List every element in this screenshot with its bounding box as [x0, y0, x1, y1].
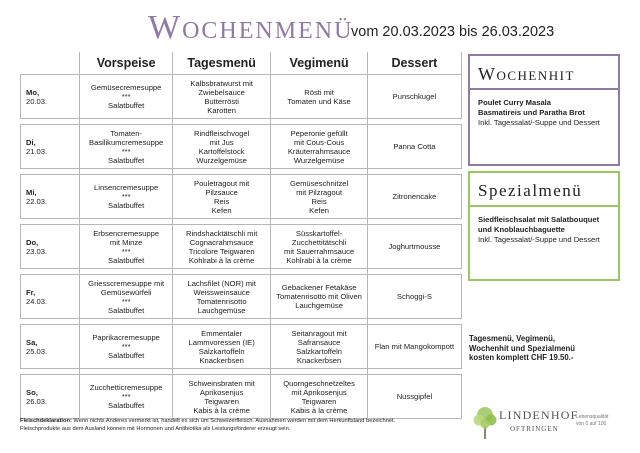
- vorspeise-dish: Paprikacremesuppe *** Salatbuffet: [92, 333, 160, 360]
- logo-slogan-line1: Lebensqualität: [576, 414, 609, 420]
- vegimenu-cell: [270, 124, 367, 169]
- tagesmenu-dish: Pouletragout mit Pilzsauce Reis Kefen: [194, 178, 250, 215]
- dessert-dish: Schoggi-S: [396, 292, 432, 301]
- vegimenu-dish: Süsskartoffel- Zucchettitätschli mit Sauerrahmsauce Kohlrabi à la crème: [284, 228, 355, 265]
- column-header-tagesmenu: Tagesmenü: [172, 52, 270, 74]
- logo-name: LINDENHOF: [499, 408, 579, 422]
- vegimenu-cell: [270, 374, 367, 419]
- wochenhit-dish-line1: Poulet Curry Masala: [478, 98, 552, 107]
- wochenhit-box: [468, 54, 620, 166]
- logo-place: OFTRINGEN: [510, 425, 559, 433]
- vorspeise-cell: [79, 224, 172, 269]
- vorspeise-cell: [79, 124, 172, 169]
- dessert-dish: Joghurtmousse: [388, 242, 441, 251]
- tagesmenu-dish: Rindfleischvogel mit Jus Kartoffelstock Wurzelgemüse: [194, 128, 250, 165]
- wochenhit-note: Inkl. Tagessalat/-Suppe und Dessert: [478, 118, 600, 127]
- menu-table: [20, 52, 462, 419]
- vegimenu-dish: Rösti mit Tomaten und Käse: [287, 87, 351, 106]
- day-cell: [20, 274, 79, 319]
- vorspeise-cell: [79, 174, 172, 219]
- day-name: Do,: [26, 237, 39, 247]
- vorspeise-dish: Gemüsecremesuppe *** Salatbuffet: [90, 83, 162, 110]
- day-date: 22.03.: [26, 196, 48, 206]
- day-row: [20, 124, 462, 169]
- wochenhit-title: Wochenhit: [478, 64, 575, 84]
- vorspeise-cell: [79, 324, 172, 369]
- vegimenu-cell: [270, 324, 367, 369]
- meat-declaration-text2: Fleischprodukte aus dem Ausland können mit Hormonen und Antibiotika als Leistungsförderer erzeugt sein.: [20, 425, 291, 432]
- dessert-dish: Zitronencake: [392, 192, 437, 201]
- day-cell: [20, 374, 79, 419]
- vorspeise-cell: [79, 374, 172, 419]
- vorspeise-dish: Zucchetticremesuppe *** Salatbuffet: [89, 383, 163, 410]
- spezialmenu-dish-line2: und Knoblauchbaguette: [478, 225, 565, 234]
- spezialmenu-box: [468, 171, 620, 281]
- day-date: 23.03.: [26, 246, 48, 256]
- tagesmenu-cell: [172, 274, 270, 319]
- day-name: Di,: [26, 137, 36, 147]
- tagesmenu-cell: [172, 224, 270, 269]
- price-note: [469, 334, 619, 363]
- spezialmenu-title: Spezialmenü: [478, 181, 583, 200]
- tagesmenu-cell: [172, 174, 270, 219]
- lindenhof-logo: [472, 404, 622, 442]
- column-header-vorspeise: Vorspeise: [79, 52, 172, 74]
- day-row: [20, 324, 462, 369]
- table-header-row: [20, 52, 462, 74]
- tagesmenu-dish: Lachsfilet (NOR) mit Weissweinsauce Tomatenrisotto Lauchgemüse: [187, 278, 256, 315]
- logo-slogan: [576, 414, 609, 427]
- day-name: Mo,: [26, 87, 40, 97]
- dessert-cell: [367, 224, 462, 269]
- dessert-cell: [367, 174, 462, 219]
- tagesmenu-dish: Emmentaler Lammvoressen (IE) Salzkartoffeln Knackerbsen: [188, 328, 255, 365]
- vorspeise-dish: Tomaten- Basilikumcremesuppe *** Salatbuffet: [89, 128, 164, 165]
- logo-slogan-line2: von 0 auf 100: [576, 420, 607, 427]
- vorspeise-dish: Linsencremesuppe *** Salatbuffet: [94, 183, 159, 210]
- day-name: So,: [26, 387, 38, 397]
- dessert-dish: Punschkugel: [392, 92, 437, 101]
- column-header-dessert: Dessert: [367, 52, 462, 74]
- tagesmenu-cell: [172, 74, 270, 119]
- vorspeise-dish: Erbsencremesuppe mit Minze *** Salatbuffet: [93, 228, 160, 265]
- day-date: 26.03.: [26, 396, 48, 406]
- vegimenu-dish: Gemüseschnitzel mit Pilzragout Reis Kefen: [289, 178, 349, 215]
- meat-declaration-label: Fleischdeklaration:: [20, 418, 72, 424]
- vegimenu-dish: Seitanragout mit Safransauce Salzkartoffeln Knackerbsen: [291, 328, 347, 365]
- dessert-cell: [367, 374, 462, 419]
- tagesmenu-dish: Schweinsbraten mit Aprikosenjus Teigwaren Kabis à la crème: [188, 378, 255, 415]
- page-title: Wochenmenü: [148, 9, 354, 46]
- day-row: [20, 224, 462, 269]
- wochenhit-dish-line2: Basmatireis und Paratha Brot: [478, 108, 585, 117]
- day-date: 25.03.: [26, 346, 48, 356]
- day-row: [20, 74, 462, 119]
- tagesmenu-dish: Kalbsbratwurst mit Zwiebelsauce Butterrösti Karotten: [190, 78, 253, 115]
- day-name: Sa,: [26, 337, 38, 347]
- vegimenu-dish: Gebackener Fetakäse Tomatenrisotto mit Oliven Lauchgemüse: [276, 283, 362, 310]
- date-range: vom 20.03.2023 bis 26.03.2023: [351, 24, 555, 40]
- price-note-line3: kosten komplett CHF 19.50.-: [469, 353, 574, 362]
- vorspeise-cell: [79, 74, 172, 119]
- tree-icon: [472, 404, 498, 440]
- tagesmenu-dish: Rindshacktätschli mit Cognacrahmsauce Tricolore Teigwaren Kohlrabi à la crème: [185, 228, 258, 265]
- day-date: 24.03.: [26, 296, 48, 306]
- vorspeise-cell: [79, 274, 172, 319]
- day-name: Fr,: [26, 287, 36, 297]
- dessert-cell: [367, 124, 462, 169]
- day-name: Mi,: [26, 187, 37, 197]
- dessert-dish: Nussgipfel: [396, 392, 433, 401]
- vegimenu-cell: [270, 74, 367, 119]
- column-header-vegimenu: Vegimenü: [270, 52, 367, 74]
- spezialmenu-dish-line1: Siedfleischsalat mit Salatbouquet: [478, 215, 600, 224]
- price-note-line2: Wochenhit und Spezialmenü: [469, 343, 575, 353]
- column-header-day: [20, 52, 79, 74]
- vegimenu-cell: [270, 224, 367, 269]
- meat-declaration: [20, 418, 460, 433]
- tagesmenu-cell: [172, 124, 270, 169]
- tagesmenu-cell: [172, 374, 270, 419]
- spezialmenu-body: [470, 207, 618, 245]
- day-date: 20.03.: [26, 96, 48, 106]
- day-cell: [20, 74, 79, 119]
- day-row: [20, 274, 462, 319]
- day-cell: [20, 224, 79, 269]
- vorspeise-dish: Griesscremesuppe mit Gemüsewürfeli *** Salatbuffet: [88, 278, 165, 315]
- wochenhit-body: [470, 90, 618, 128]
- meat-declaration-text1: Wenn nichts Anderes vermerkt ist, handelt es sich um Schweizerfleisch. Ausnahmen werden mit dem Herkunftsland bezeichnet.: [71, 418, 396, 424]
- vegimenu-cell: [270, 174, 367, 219]
- day-cell: [20, 324, 79, 369]
- day-date: 21.03.: [26, 146, 48, 156]
- dessert-dish: Flan mit Mangokompott: [374, 342, 455, 351]
- vegimenu-dish: Quorngeschnetzeltes mit Aprikosenjus Teigwaren Kabis à la crème: [283, 378, 355, 415]
- spezialmenu-note: Inkl. Tagessalat/-Suppe und Dessert: [478, 235, 600, 244]
- tagesmenu-cell: [172, 324, 270, 369]
- price-note-line1: Tagesmenü, Vegimenü,: [469, 334, 556, 343]
- vegimenu-dish: Peperonie gefüllt mit Cous-Cous Kräuterrahmsauce Wurzelgemüse: [287, 128, 351, 165]
- day-row: [20, 174, 462, 219]
- dessert-dish: Panna Cotta: [393, 142, 436, 151]
- dessert-cell: [367, 324, 462, 369]
- day-cell: [20, 174, 79, 219]
- dessert-cell: [367, 74, 462, 119]
- day-cell: [20, 124, 79, 169]
- dessert-cell: [367, 274, 462, 319]
- vegimenu-cell: [270, 274, 367, 319]
- day-row: [20, 374, 462, 419]
